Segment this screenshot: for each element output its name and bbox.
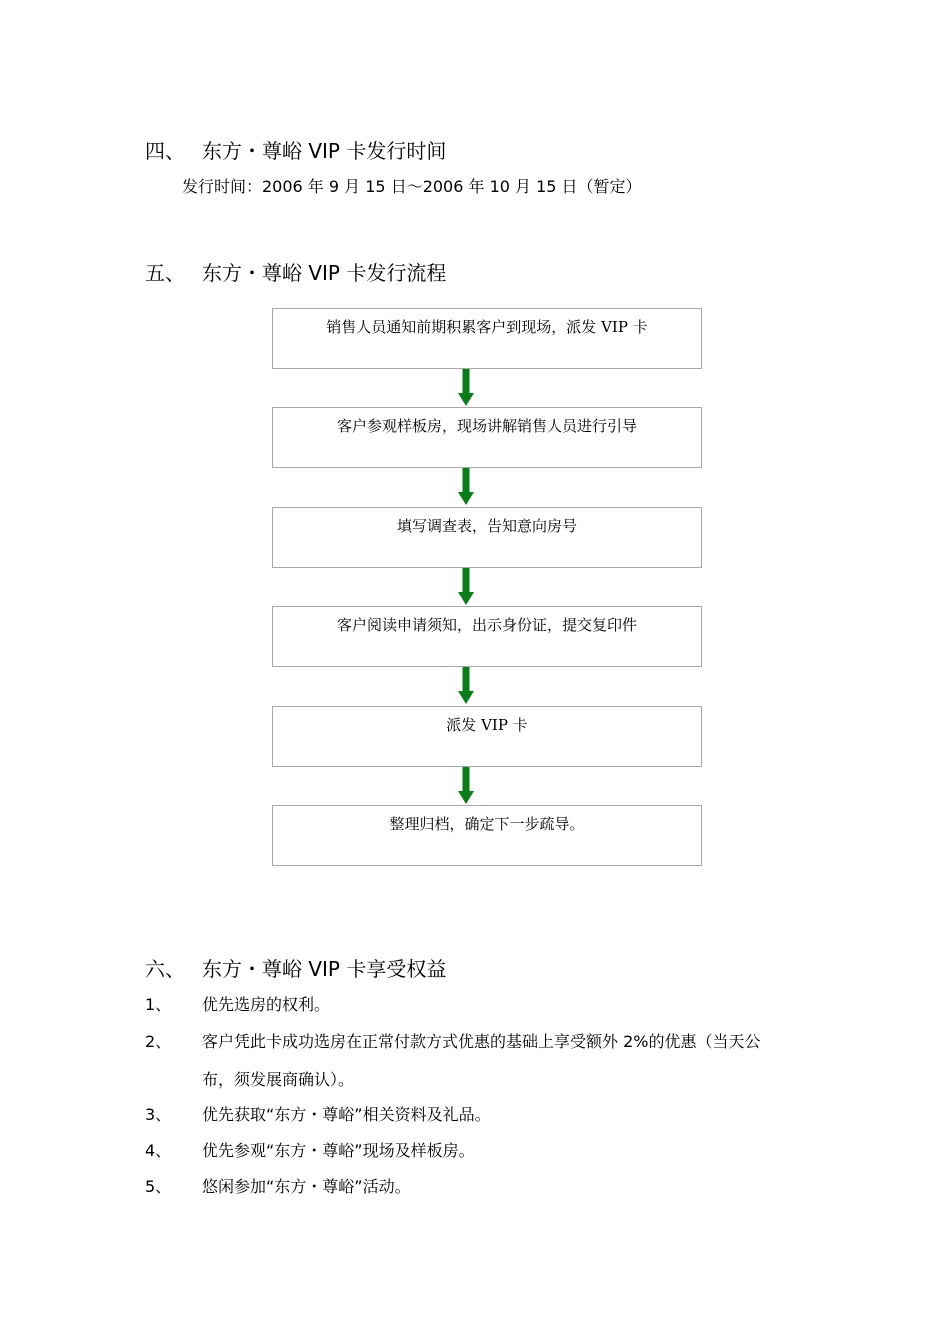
section-4-number: 四、	[145, 139, 185, 163]
flow-step-label: 客户参观样板房，现场讲解销售人员进行引导	[336, 417, 637, 435]
flow-step-4	[272, 606, 702, 667]
benefit-text: 优先选房的权利。	[202, 995, 331, 1014]
flow-step-1	[272, 308, 702, 369]
benefit-item-3	[0, 1103, 950, 1127]
flow-step-label: 派发 VIP 卡	[446, 716, 528, 734]
flow-step-label: 客户阅读申请须知，出示身份证，提交复印件	[336, 616, 637, 634]
flow-step-3	[272, 507, 702, 568]
benefit-item-4	[0, 1139, 950, 1163]
benefit-number: 5、	[145, 1177, 172, 1196]
benefit-number: 1、	[145, 995, 172, 1014]
benefit-number: 2、	[145, 1032, 172, 1051]
benefit-text: 优先参观“东方・尊峪”现场及样板房。	[202, 1141, 475, 1160]
benefit-text-continuation: 布，须发展商确认）。	[202, 1070, 355, 1089]
benefit-number: 3、	[145, 1105, 172, 1124]
down-arrow-icon	[458, 667, 474, 704]
benefit-text: 优先获取“东方・尊峪”相关资料及礼品。	[202, 1105, 491, 1124]
benefit-item-5	[0, 1175, 950, 1199]
benefit-text: 客户凭此卡成功选房在正常付款方式优惠的基础上享受额外 2%的优惠（当天公	[202, 1032, 761, 1051]
flow-step-5	[272, 706, 702, 767]
section-6-title: 东方・尊峪 VIP 卡享受权益	[202, 957, 447, 981]
down-arrow-icon	[458, 468, 474, 505]
flow-step-label: 整理归档，确定下一步疏导。	[389, 815, 585, 833]
benefit-item-2	[0, 1030, 950, 1054]
flow-step-6	[272, 805, 702, 866]
flow-step-label: 销售人员通知前期积累客户到现场，派发 VIP 卡	[326, 318, 648, 336]
section-4-title: 东方・尊峪 VIP 卡发行时间	[202, 139, 447, 163]
down-arrow-icon	[458, 568, 474, 605]
section-6-number: 六、	[145, 957, 185, 981]
down-arrow-icon	[458, 369, 474, 406]
benefit-item-2-continuation	[0, 1068, 950, 1092]
benefit-number: 4、	[145, 1141, 172, 1160]
benefit-text: 悠闲参加“东方・尊峪”活动。	[202, 1177, 411, 1196]
flow-step-label: 填写调查表，告知意向房号	[396, 517, 577, 535]
down-arrow-icon	[458, 767, 474, 804]
section-5-title: 东方・尊峪 VIP 卡发行流程	[202, 261, 447, 285]
benefit-item-1	[0, 993, 950, 1017]
flow-step-2	[272, 407, 702, 468]
section-5-number: 五、	[145, 261, 185, 285]
issue-time-text: 发行时间：2006 年 9 月 15 日～2006 年 10 月 15 日（暂定）	[182, 177, 642, 196]
